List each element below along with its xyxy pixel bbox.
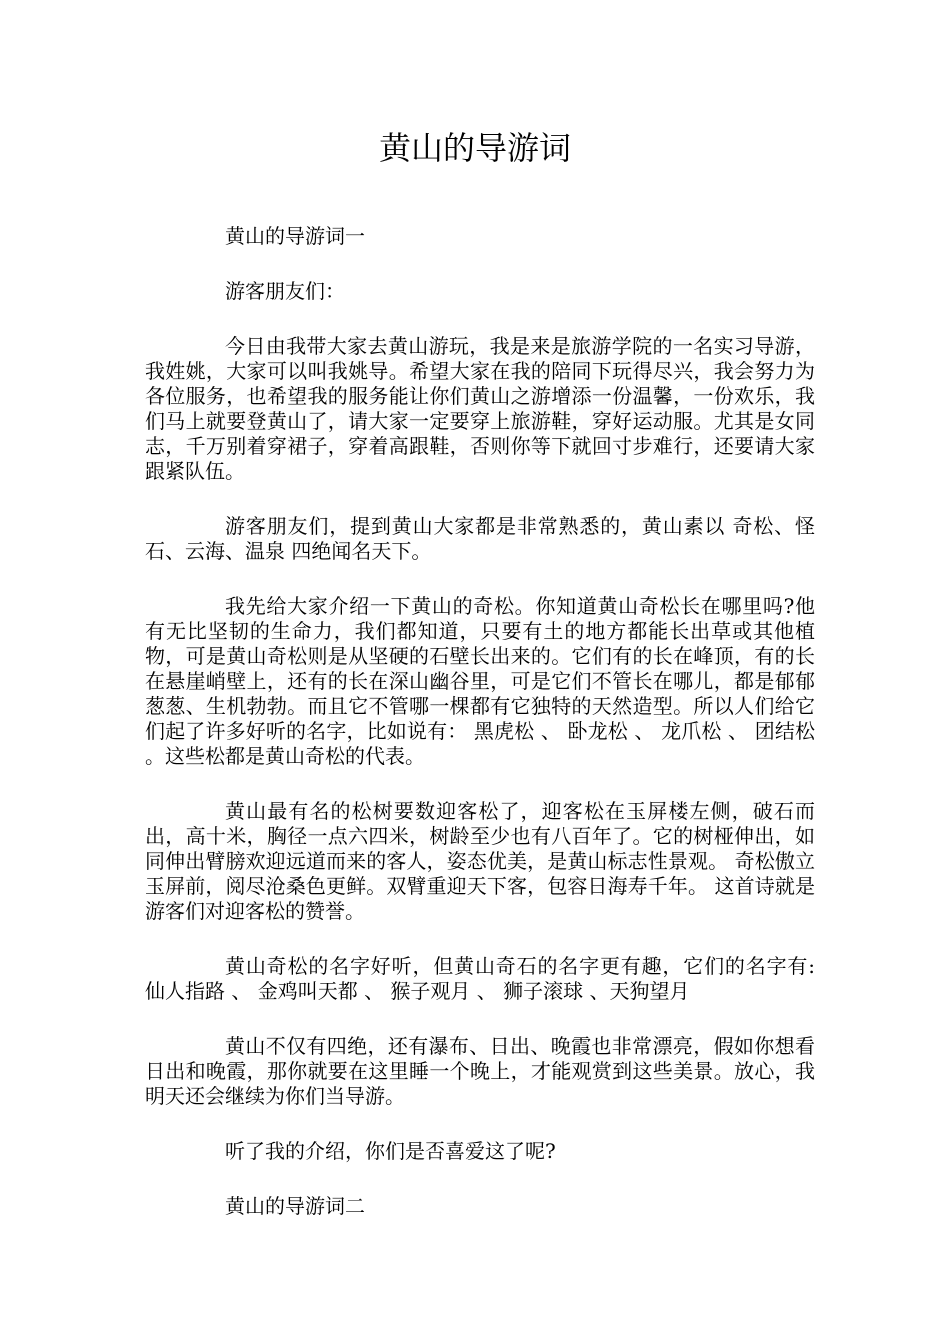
scenery-paragraph: 黄山不仅有四绝，还有瀑布、日出、晚霞也非常漂亮，假如你想看日出和晚霞，那你就要在这里睡一个晚上，才能观赏到这些美景。放心，我明天还会继续为你们当导游。: [145, 1034, 815, 1108]
closing-question-paragraph: 听了我的介绍，你们是否喜爱这了呢?: [225, 1139, 556, 1163]
rocks-paragraph: 黄山奇松的名字好听，但黄山奇石的名字更有趣，它们的名字有: 仙人指路 、 金鸡叫天都 、 猴子观月 、 狮子滚球 、天狗望月: [145, 954, 815, 1003]
document-title: 黄山的导游词: [378, 129, 571, 167]
intro-paragraph: 今日由我带大家去黄山游玩，我是来是旅游学院的一名实习导游，我姓姚，大家可以叫我姚导。希望大家在我的陪同下玩得尽兴，我会努力为各位服务，也希望我的服务能让你们黄山之游增添一份温馨，一份欢乐，我们马上就要登黄山了，请大家一定要穿上旅游鞋，穿好运动服。尤其是女同志，千万别着穿裙子，穿着高跟鞋，否则你等下就回寸步难行，还要请大家跟紧队伍。: [145, 334, 815, 483]
section-heading-2: 黄山的导游词二: [225, 1194, 365, 1218]
document-body: [145, 224, 815, 1249]
section-heading-1: 黄山的导游词一: [225, 224, 365, 248]
welcoming-pine-paragraph: 黄山最有名的松树要数迎客松了，迎客松在玉屏楼左侧，破石而出，高十米，胸径一点六四米，树龄至少也有八百年了。它的树桠伸出，如同伸出臂膀欢迎远道而来的客人，姿态优美，是黄山标志性景观。 奇松傲立玉屏前，阅尽沧桑色更鲜。双臂重迎天下客，包容日海寿千年。 这首诗就是游客们对迎客松的赞誉。: [145, 799, 815, 923]
four-wonders-paragraph: 游客朋友们，提到黄山大家都是非常熟悉的，黄山素以 奇松、怪石、云海、温泉 四绝闻名天下。: [145, 514, 815, 563]
greeting-paragraph: 游客朋友们：: [225, 279, 345, 303]
pines-paragraph: 我先给大家介绍一下黄山的奇松。你知道黄山奇松长在哪里吗?他有无比坚韧的生命力，我们都知道，只要有土的地方都能长出草或其他植物，可是黄山奇松则是从坚硬的石壁长出来的。它们有的长在峰顶，有的长在悬崖峭壁上，还有的长在深山幽谷里，可是它们不管长在哪儿，都是郁郁葱葱、生机勃勃。而且它不管哪一棵都有它独特的天然造型。所以人们给它们起了许多好听的名字，比如说有： 黑虎松 、 卧龙松 、 龙爪松 、 团结松 。这些松都是黄山奇松的代表。: [145, 594, 815, 768]
